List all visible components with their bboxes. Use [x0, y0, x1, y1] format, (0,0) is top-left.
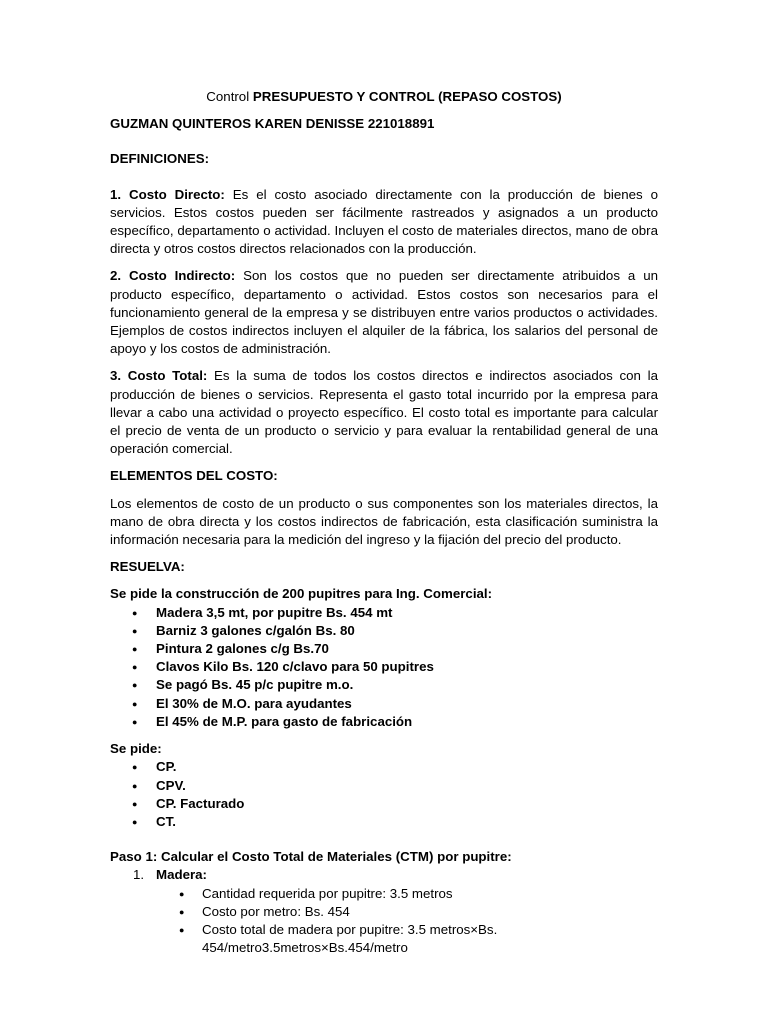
list-item: ● CPV.: [110, 777, 658, 795]
sub-list: [110, 885, 658, 958]
title-prefix: Control: [206, 89, 253, 104]
task-list: [110, 604, 658, 731]
se-pide-list: [110, 758, 658, 831]
list-item: ● CT.: [110, 813, 658, 831]
list-item: ● Se pagó Bs. 45 p/c pupitre m.o.: [110, 676, 658, 694]
list-item: ● El 30% de M.O. para ayudantes: [110, 695, 658, 713]
item-number: 1.: [133, 867, 145, 883]
list-item: ● Madera 3,5 mt, por pupitre Bs. 454 mt: [110, 604, 658, 622]
definition-text: Son los costos que no pueden ser directamente atribuidos a un producto específico, departamento o actividad. Estos costos son necesarios para el funcionamiento general de la empresa y se distribuyen entre varios productos o actividades. Ejemplos de costos indirectos incluyen el alquiler de la fábrica, los salarios del personal de apoyo y los costos de administración.: [110, 268, 659, 357]
se-pide-heading: Se pide:: [110, 741, 162, 757]
elements-paragraph: Los elementos de costo de un producto o sus componentes son los materiales directos, la mano de obra directa y los costos indirectos de fabricación, esta clasificación suministra la información necesaria para la medición del ingreso y la fijación del precio del producto.: [110, 495, 658, 548]
definition-term: 3. Costo Total:: [110, 368, 208, 384]
list-item: ● CP. Facturado: [110, 795, 658, 813]
resuelva-heading: RESUELVA:: [110, 559, 185, 575]
sub-list-item: ● Costo total de madera por pupitre: 3.5 metros×Bs. 454/metro3.5metros×Bs.454/metro: [110, 921, 658, 957]
definition-total-cost: [110, 367, 658, 458]
definition-indirect-cost: [110, 267, 658, 358]
elements-heading: ELEMENTOS DEL COSTO:: [110, 468, 278, 484]
item-label: Madera:: [156, 867, 207, 883]
author-line: GUZMAN QUINTEROS KAREN DENISSE 221018891: [110, 116, 435, 132]
document-title: [110, 88, 658, 106]
list-item: [110, 866, 658, 957]
definition-text: Es el costo asociado directamente con la producción de bienes o servicios. Estos costos pueden ser fácilmente rastreados y asignados a un producto específico, departamento o actividad. Incluyen el costo de materiales directos, mano de obra directa y otros costos directos relacionados con la producción.: [110, 186, 658, 257]
title-bold: PRESUPUESTO Y CONTROL (REPASO COSTOS): [252, 89, 562, 104]
list-item: ● Barniz 3 galones c/galón Bs. 80: [110, 622, 658, 640]
definition-term: 1. Costo Directo:: [110, 186, 225, 202]
sub-list-item: ● Cantidad requerida por pupitre: 3.5 metros: [110, 885, 658, 903]
step1-heading: Paso 1: Calcular el Costo Total de Materiales (CTM) por pupitre:: [110, 849, 512, 865]
definition-direct-cost: [110, 186, 658, 259]
list-item: ● El 45% de M.P. para gasto de fabricación: [110, 713, 658, 731]
list-item: ● Clavos Kilo Bs. 120 c/clavo para 50 pupitres: [110, 658, 658, 676]
definition-term: 2. Costo Indirecto:: [110, 268, 236, 284]
step1-list: [110, 866, 658, 957]
list-item: ● CP.: [110, 758, 658, 776]
definitions-heading: DEFINICIONES:: [110, 151, 209, 167]
task-heading: Se pide la construcción de 200 pupitres para Ing. Comercial:: [110, 586, 493, 602]
definition-text: Es la suma de todos los costos directos e indirectos asociados con la producción de bienes o servicios. Representa el gasto total incurrido por la empresa para llevar a cabo una actividad o proyecto específico. El costo total es importante para calcular el precio de venta de un producto o servicio y para evaluar la rentabilidad general de una operación comercial.: [110, 368, 658, 457]
sub-list-item: ● Costo por metro: Bs. 454: [110, 903, 658, 921]
list-item: ● Pintura 2 galones c/g Bs.70: [110, 640, 658, 658]
